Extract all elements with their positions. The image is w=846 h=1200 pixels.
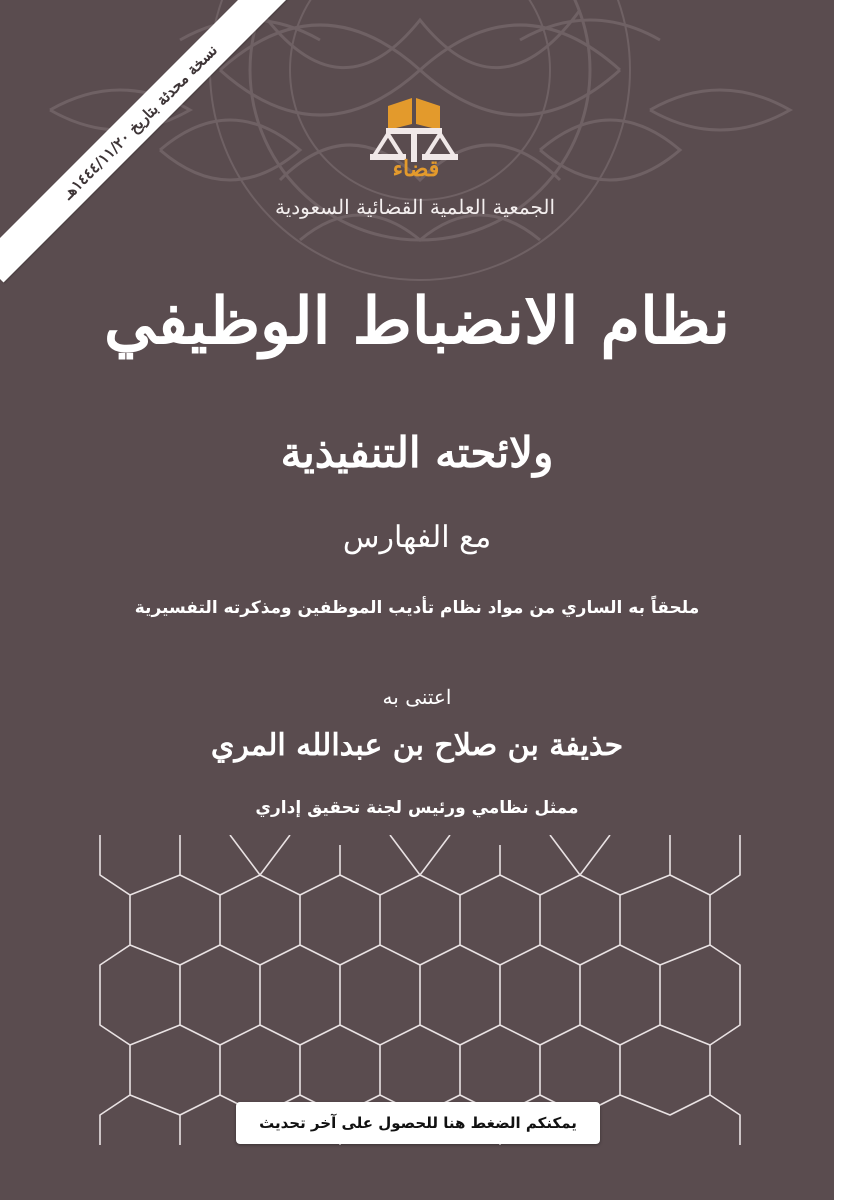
edited-by-label: اعتنى به: [382, 685, 452, 709]
author-role: ممثل نظامي ورئيس لجنة تحقيق إداري: [255, 798, 579, 818]
ribbon-text: نسخة محدثة بتاريخ ١٤٤٤/١١/٢٠هـ: [59, 41, 221, 203]
latest-update-label: يمكنكم الضغط هنا للحصول على آخر تحديث: [259, 1114, 577, 1132]
geometric-pattern: [90, 835, 760, 1145]
with-index-label: مع الفهارس: [342, 520, 492, 555]
page-edge: [834, 0, 846, 1200]
logo-wordmark: قضاء: [392, 156, 440, 182]
book-subtitle: ولائحته التنفيذية: [280, 428, 554, 477]
organization-name: الجمعية العلمية القضائية السعودية: [274, 195, 556, 219]
author-name: حذيفة بن صلاح بن عبدالله المري: [210, 728, 624, 763]
book-title: نظام الانضباط الوظيفي: [104, 284, 730, 359]
appendix-note: ملحقاً به الساري من مواد نظام تأديب الموظفين ومذكرته التفسيرية: [134, 598, 700, 618]
latest-update-button[interactable]: [236, 1102, 600, 1144]
